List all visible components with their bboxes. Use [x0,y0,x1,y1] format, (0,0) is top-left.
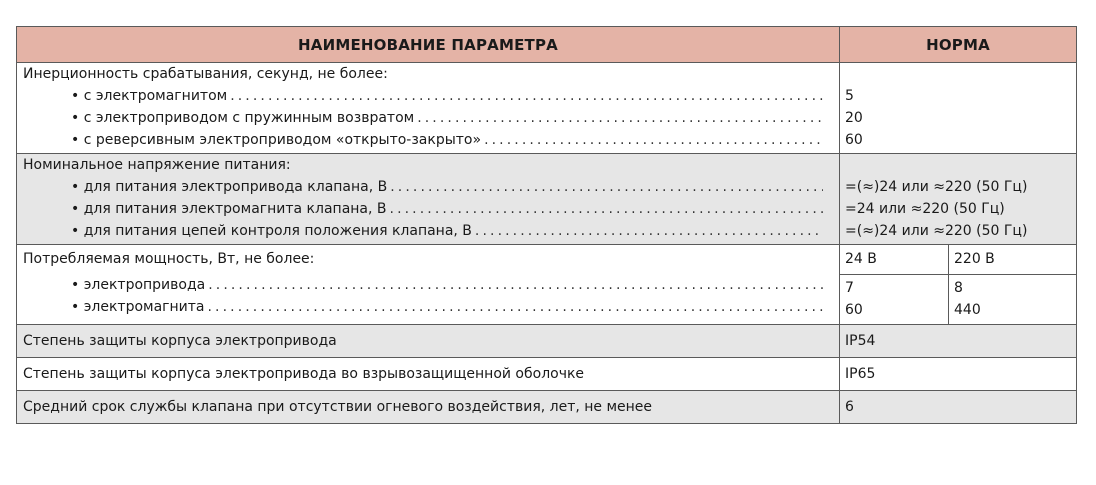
list-item: • с реверсивным электроприводом «открыто-закрыто» ..... [17,129,839,153]
value: 440 [954,302,981,318]
norm-cell [839,63,1076,153]
norm-cell [839,245,1076,324]
value: 60 [845,132,863,148]
table-row-protection [17,325,1076,358]
row-title: Средний срок службы клапана при отсутствии огневого воздействия, лет, не менее [23,399,653,415]
value: 6 [845,399,854,415]
list-item: • электромагнита ..... [17,296,839,322]
table-header [17,27,1076,63]
table-row-power [17,245,1076,325]
row-title: Степень защиты корпуса электропривода [23,333,337,349]
list-item: • для питания электропривода клапана, В ..... [17,176,839,198]
table-row-service-life [17,391,1076,423]
subheader-24v: 24 В [845,251,877,267]
value: 60 [845,302,863,318]
table-row-inertia [17,63,1076,154]
list-item: • для питания цепей контроля положения клапана, В ..... [17,220,839,244]
parameters-table [16,26,1077,424]
row-title: Степень защиты корпуса электропривода во взрывозащищенной оболочке [23,366,585,382]
value: IP54 [845,333,876,349]
subheader-220v: 220 В [948,245,1076,274]
value: =(≈)24 или ≈220 (50 Гц) [845,179,1028,195]
list-item: • для питания электромагнита клапана, В ..... [17,198,839,220]
param-cell [17,63,839,153]
value: =(≈)24 или ≈220 (50 Гц) [845,223,1028,239]
row-title: Номинальное напряжение питания: [23,157,291,173]
param-cell [17,245,839,324]
value: 20 [845,110,863,126]
row-title: Инерционность срабатывания, секунд, не более: [23,66,388,82]
value: IP65 [845,366,876,382]
header-parameter: НАИМЕНОВАНИЕ ПАРАМЕТРА [298,35,558,54]
list-item: • электропривода ..... [17,274,839,296]
table-row-protection-ex [17,358,1076,391]
value: 7 [845,280,854,296]
value: 5 [845,88,854,104]
list-item: • с электромагнитом ..... [17,85,839,107]
param-cell [17,154,839,244]
list-item: • с электроприводом с пружинным возвратом ..... [17,107,839,129]
value: =24 или ≈220 (50 Гц) [845,201,1005,217]
power-values [840,275,1076,324]
norm-cell [839,154,1076,244]
row-title: Потребляемая мощность, Вт, не более: [23,251,315,267]
header-norm: НОРМА [839,27,1076,62]
table-row-voltage [17,154,1076,245]
power-subheader [840,245,1076,275]
value: 8 [954,280,963,296]
